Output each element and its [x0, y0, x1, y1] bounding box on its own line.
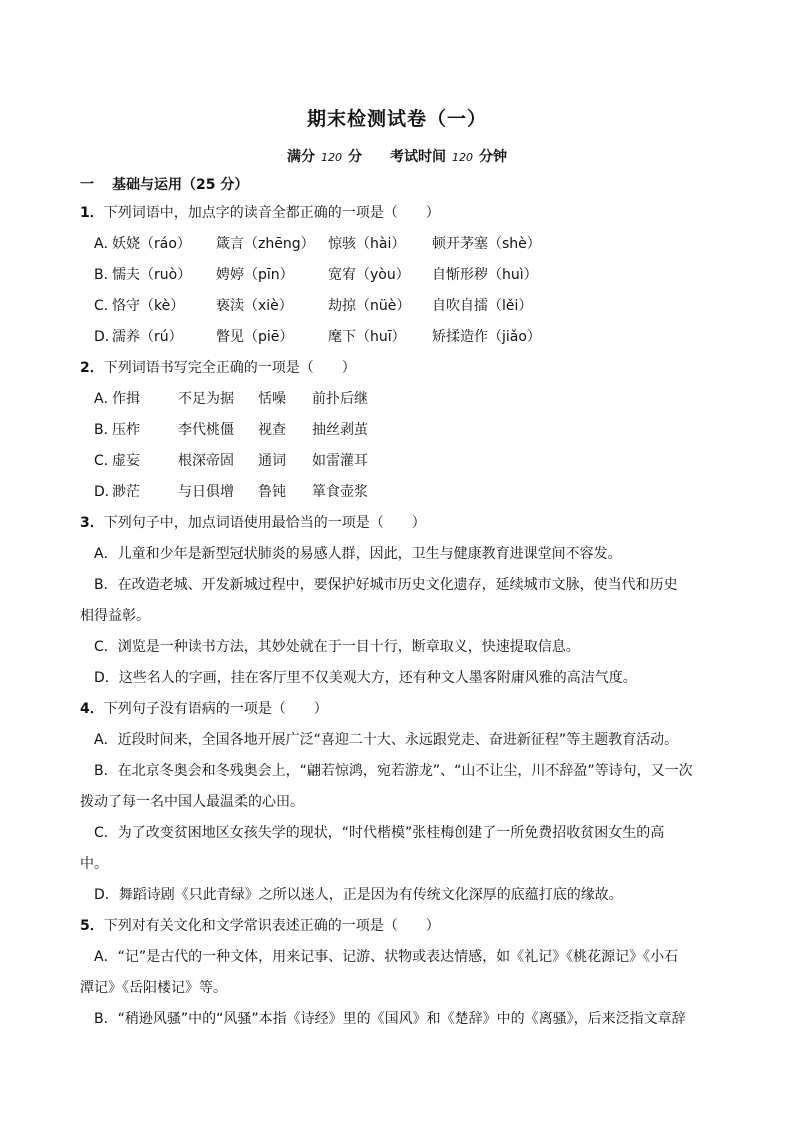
- q3-option-c: C．浏览是一种读书方法，其妙处就在于一目十行，断章取义，快速提取信息。: [94, 639, 580, 655]
- q1-option-d: [80, 322, 720, 353]
- question-stem: 下列词语书写完全正确的一项是（ ）: [103, 360, 356, 376]
- option-item: 麾下（huī）: [328, 329, 406, 345]
- time-value: 120: [452, 151, 473, 164]
- option-label: C．: [94, 298, 118, 314]
- q2-option-d: [80, 477, 720, 508]
- option-item: 恬噪: [258, 391, 286, 407]
- question-3: [80, 508, 720, 539]
- option-label: A．: [94, 391, 118, 407]
- question-4: [80, 694, 720, 725]
- score-value: 120: [321, 151, 342, 164]
- question-number: 5．: [80, 918, 104, 934]
- q4-option-c-cont: 中。: [80, 856, 108, 872]
- option-item: 不足为据: [178, 391, 234, 407]
- q4-option-b-cont: 拨动了每一名中国人最温柔的心田。: [80, 794, 304, 810]
- q1-option-a: [80, 229, 720, 260]
- option-item: 娉婷（pīn）: [216, 267, 294, 283]
- option-label: D．: [94, 329, 119, 345]
- q4-option-d: D．舞蹈诗剧《只此青绿》之所以迷人，正是因为有传统文化深厚的底蕴打底的缘故。: [94, 887, 623, 903]
- option-item: 惊骇（hài）: [328, 236, 406, 252]
- option-item: 视查: [258, 422, 286, 438]
- q3-option-b: B．在改造老城、开发新城过程中，要保护好城市历史文化遗存，延续城市文脉，使当代和历史: [94, 577, 678, 593]
- score-label: 满分: [287, 149, 315, 165]
- option-item: 箪食壶浆: [312, 484, 368, 500]
- option-item: 自吹自擂（lěi）: [432, 298, 533, 314]
- option-item: 妖娆（ráo）: [112, 236, 191, 252]
- option-item: 压柞: [112, 422, 140, 438]
- option-item: 宽宥（yòu）: [328, 267, 410, 283]
- section-heading: [80, 172, 720, 198]
- q2-option-c: [80, 446, 720, 477]
- option-label: B．: [94, 267, 118, 283]
- q3-option-a: A．儿童和少年是新型冠状肺炎的易感人群，因此，卫生与健康教育进课堂间不容发。: [94, 546, 622, 562]
- option-item: 矫揉造作（jiǎo）: [432, 329, 541, 345]
- q5-option-b: B．“稍逊风骚”中的“风骚”本指《诗经》里的《国风》和《楚辞》中的《离骚》，后来泛指文章辞: [94, 1011, 686, 1027]
- question-number: 3．: [80, 515, 104, 531]
- q3-option-b-cont: 相得益彰。: [80, 608, 150, 624]
- time-unit: 分钟: [479, 149, 507, 165]
- option-item: 顿开茅塞（shè）: [432, 236, 541, 252]
- question-1: [80, 198, 720, 229]
- option-item: 瞥见（piē）: [216, 329, 294, 345]
- time-label: 考试时间: [390, 149, 446, 165]
- q1-option-b: [80, 260, 720, 291]
- exam-content: [80, 172, 720, 1035]
- option-item: 鲁钝: [258, 484, 286, 500]
- question-number: 2．: [80, 360, 104, 376]
- option-label: B．: [94, 422, 118, 438]
- option-item: 渺茫: [112, 484, 140, 500]
- option-item: 作揖: [112, 391, 140, 407]
- option-item: 与日俱增: [178, 484, 234, 500]
- page-title: 期末检测试卷（一）: [306, 108, 487, 130]
- option-label: D．: [94, 484, 119, 500]
- option-item: 恪守（kè）: [112, 298, 185, 314]
- exam-meta: [0, 146, 794, 166]
- option-item: 劫掠（nüè）: [328, 298, 411, 314]
- q5-option-a: A．“记”是古代的一种文体，用来记事、记游、状物或表达情感，如《礼记》《桃花源记》《小石: [94, 949, 679, 965]
- question-stem: 下列对有关文化和文学常识表述正确的一项是（ ）: [103, 918, 440, 934]
- question-5: [80, 911, 720, 942]
- option-item: 前扑后继: [312, 391, 368, 407]
- option-item: 懦夫（ruò）: [112, 267, 192, 283]
- section-title: 基础与运用（25 分）: [112, 177, 249, 193]
- option-item: 根深帝固: [178, 453, 234, 469]
- q1-option-c: [80, 291, 720, 322]
- option-label: A．: [94, 236, 118, 252]
- option-item: 抽丝剥茧: [312, 422, 368, 438]
- option-item: 亵渎（xiè）: [216, 298, 293, 314]
- option-item: 箴言（zhēng）: [216, 236, 315, 252]
- q2-option-b: [80, 415, 720, 446]
- q2-option-a: [80, 384, 720, 415]
- option-item: 通词: [258, 453, 286, 469]
- question-number: 1．: [80, 205, 104, 221]
- section-number: 一: [80, 177, 94, 193]
- question-number: 4．: [80, 701, 104, 717]
- option-item: 如雷灌耳: [312, 453, 368, 469]
- option-label: C．: [94, 453, 118, 469]
- q4-option-c: C．为了改变贫困地区女孩失学的现状，“时代楷模”张桂梅创建了一所免费招收贫困女生的高: [94, 825, 665, 841]
- q3-option-d: D．这些名人的字画，挂在客厅里不仅美观大方，还有种文人墨客附庸风雅的高洁气度。: [94, 670, 637, 686]
- option-item: 濡养（rú）: [112, 329, 183, 345]
- q5-option-a-cont: 潭记》《岳阳楼记》等。: [80, 980, 227, 996]
- question-stem: 下列句子中，加点词语使用最恰当的一项是（ ）: [103, 515, 426, 531]
- option-item: 李代桃僵: [178, 422, 234, 438]
- score-unit: 分: [348, 149, 362, 165]
- option-item: 自惭形秽（huì）: [432, 267, 538, 283]
- question-stem: 下列句子没有语病的一项是（ ）: [103, 701, 328, 717]
- question-2: [80, 353, 720, 384]
- question-stem: 下列词语中，加点字的读音全都正确的一项是（ ）: [103, 205, 440, 221]
- option-item: 虚妄: [112, 453, 140, 469]
- q4-option-b: B．在北京冬奥会和冬残奥会上，“翩若惊鸿，宛若游龙”、“山不让尘，川不辞盈”等诗句，又一次: [94, 763, 693, 779]
- q4-option-a: A．近段时间来，全国各地开展广泛“喜迎二十大、永远跟党走、奋进新征程”等主题教育活动。: [94, 732, 679, 748]
